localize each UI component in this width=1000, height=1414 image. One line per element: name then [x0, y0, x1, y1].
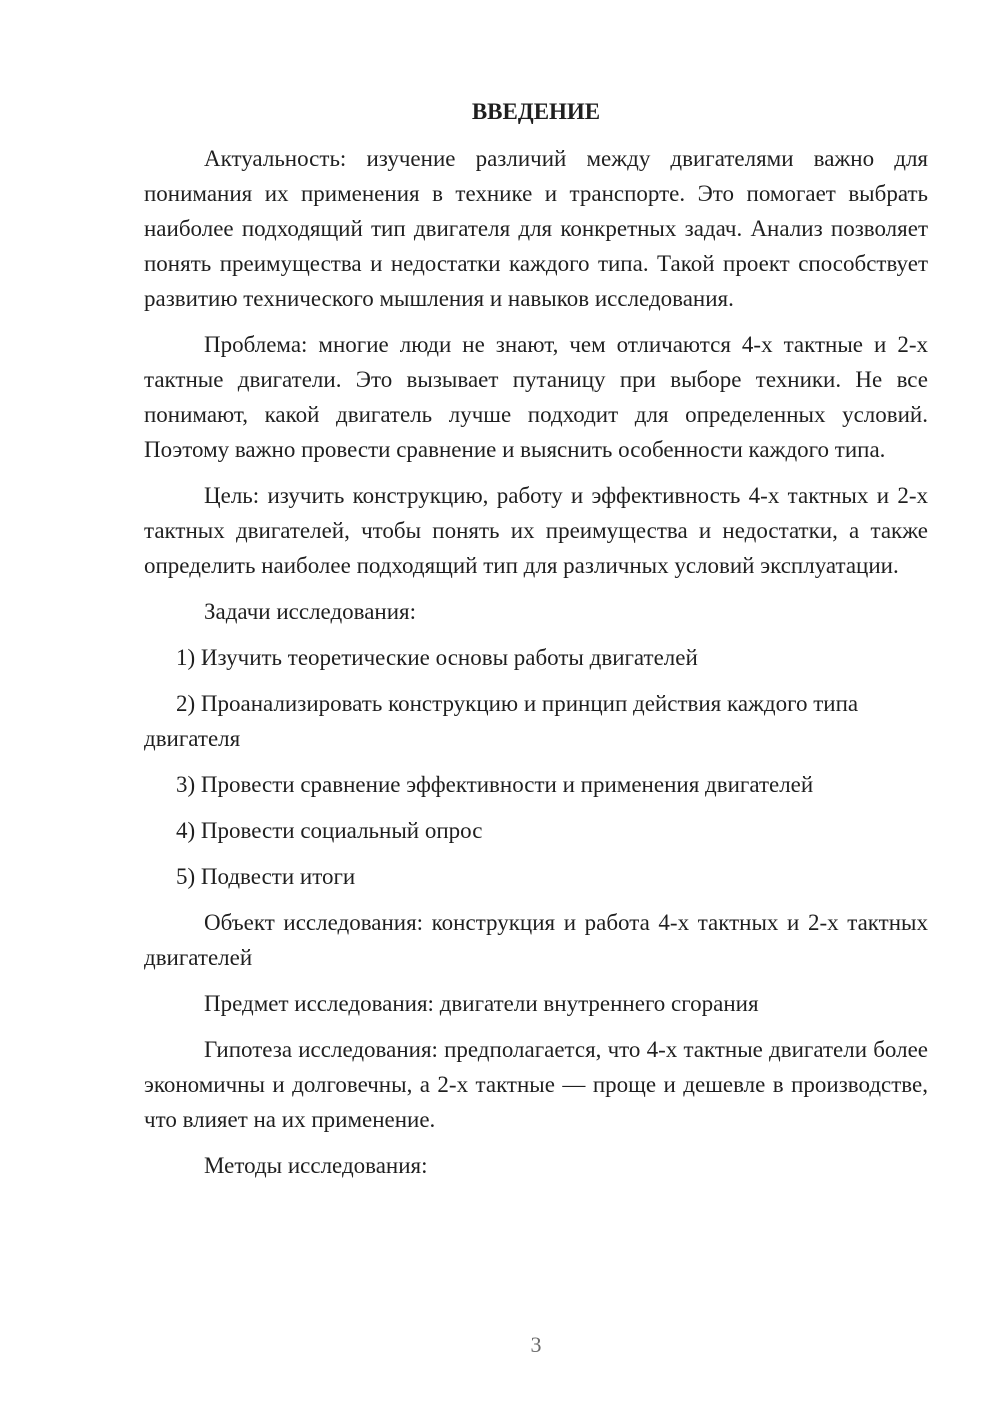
task-item-5: 5) Подвести итоги: [176, 864, 356, 889]
hypothesis-paragraph: Гипотеза исследования: предполагается, что 4-х тактные двигатели более экономичны и долговечны, а 2-х тактные — проще и дешевле в производстве, что влияет на их применение.: [144, 1037, 928, 1132]
methods-heading: Методы исследования:: [204, 1153, 428, 1178]
task-item-2: 2) Проанализировать конструкцию и принцип действия каждого типа двигателя: [144, 691, 859, 751]
relevance-paragraph: Актуальность: изучение различий между двигателями важно для понимания их применения в технике и транспорте. Это помогает выбрать наиболее подходящий тип двигателя для конкретных задач. Анализ позволяет понять преимущества и недостатки каждого типа. Такой проект способствует развитию технического мышления и навыков исследования.: [144, 146, 928, 311]
page-content: [144, 94, 928, 1194]
task-item-1: 1) Изучить теоретические основы работы двигателей: [176, 645, 698, 670]
section-title: ВВЕДЕНИЕ: [471, 99, 601, 124]
page-number: 3: [530, 1332, 542, 1357]
task-item-3: 3) Провести сравнение эффективности и применения двигателей: [176, 772, 814, 797]
task-item-4: 4) Провести социальный опрос: [176, 818, 483, 843]
goal-paragraph: Цель: изучить конструкцию, работу и эффективность 4-х тактных и 2-х тактных двигателей, чтобы понять их преимущества и недостатки, а также определить наиболее подходящий тип для различных условий эксплуатации.: [144, 483, 928, 578]
object-paragraph: Объект исследования: конструкция и работа 4-х тактных и 2-х тактных двигателей: [144, 910, 928, 970]
subject-paragraph: Предмет исследования: двигатели внутреннего сгорания: [204, 991, 759, 1016]
tasks-heading: Задачи исследования:: [204, 599, 417, 624]
problem-paragraph: Проблема: многие люди не знают, чем отличаются 4-х тактные и 2-х тактные двигатели. Это вызывает путаницу при выборе техники. Не все понимают, какой двигатель лучше подходит для определенных условий. Поэтому важно провести сравнение и выяснить особенности каждого типа.: [144, 332, 928, 462]
